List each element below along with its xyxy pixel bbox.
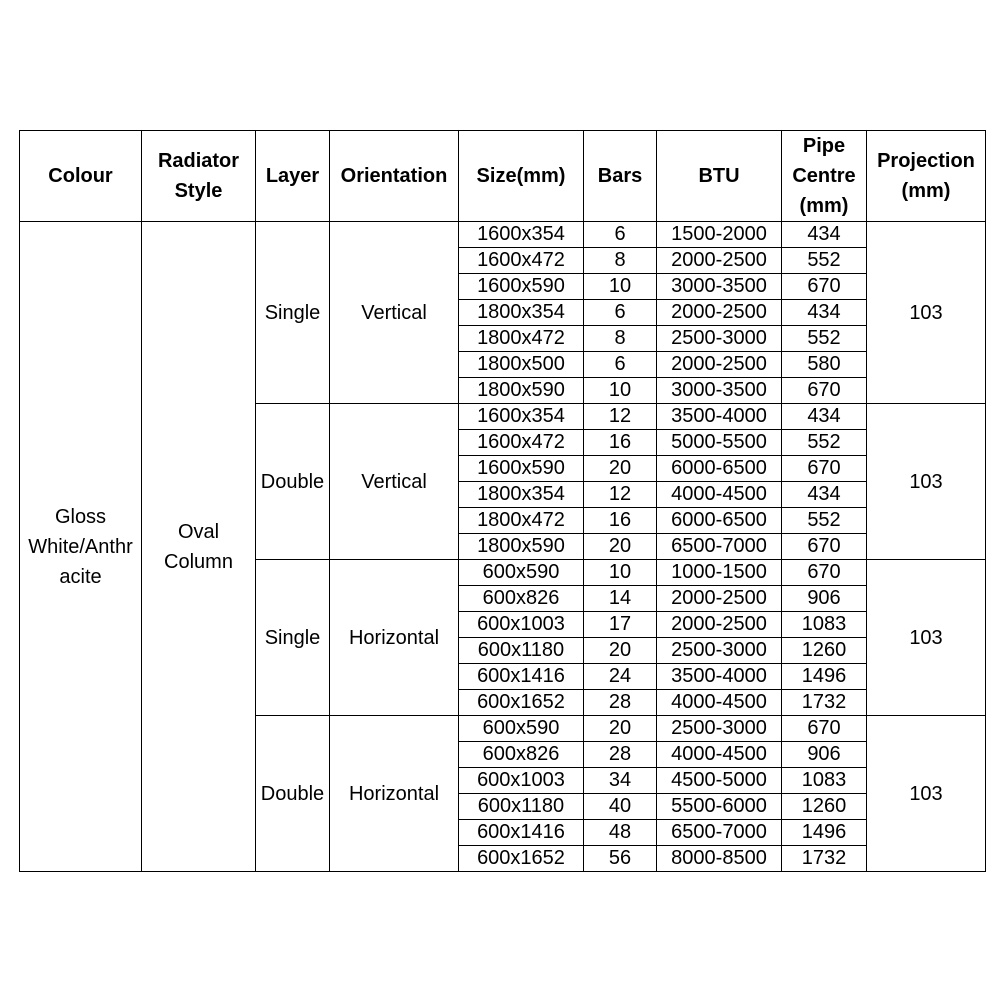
btu-cell: 2500-3000 [657,638,782,664]
btu-cell: 5000-5500 [657,430,782,456]
table-body [20,222,986,872]
header-pipe-line: Centre [792,165,856,187]
size-cell: 1800x354 [459,300,584,326]
btu-cell: 1500-2000 [657,222,782,248]
btu-cell: 3000-3500 [657,274,782,300]
bars-cell: 8 [584,248,657,274]
pipe-centre-cell: 1496 [782,820,867,846]
bars-cell: 20 [584,716,657,742]
size-cell: 1600x354 [459,222,584,248]
pipe-centre-cell: 580 [782,352,867,378]
layer-cell: Double [256,404,330,560]
colour-line: White/Anthr [28,535,133,558]
size-cell: 600x1180 [459,638,584,664]
bars-cell: 10 [584,378,657,404]
bars-cell: 6 [584,352,657,378]
bars-cell: 14 [584,586,657,612]
table-row [20,222,986,248]
header-projection-line: Projection [877,150,975,172]
size-cell: 600x826 [459,586,584,612]
size-cell: 600x1416 [459,820,584,846]
size-cell: 1800x590 [459,534,584,560]
header-pipe-centre [782,131,867,222]
size-cell: 1800x500 [459,352,584,378]
colour-line: acite [59,565,102,588]
header-pipe-line: (mm) [799,195,849,217]
orientation-cell: Vertical [330,404,459,560]
size-cell: 1600x590 [459,274,584,300]
bars-cell: 6 [584,300,657,326]
pipe-centre-cell: 670 [782,274,867,300]
pipe-centre-cell: 906 [782,742,867,768]
style-line: Column [164,550,233,573]
pipe-centre-cell: 434 [782,300,867,326]
pipe-centre-cell: 1732 [782,690,867,716]
btu-cell: 4000-4500 [657,742,782,768]
pipe-centre-cell: 670 [782,560,867,586]
btu-cell: 1000-1500 [657,560,782,586]
btu-cell: 3500-4000 [657,404,782,430]
bars-cell: 17 [584,612,657,638]
bars-cell: 10 [584,560,657,586]
pipe-centre-cell: 1496 [782,664,867,690]
header-size: Size(mm) [459,131,584,222]
pipe-centre-cell: 1083 [782,612,867,638]
pipe-centre-cell: 552 [782,248,867,274]
header-projection [867,131,986,222]
pipe-centre-cell: 1260 [782,638,867,664]
size-cell: 600x826 [459,742,584,768]
bars-cell: 12 [584,482,657,508]
radiator-spec-table [19,130,986,872]
layer-cell: Single [256,560,330,716]
header-row [20,131,986,222]
orientation-cell: Horizontal [330,716,459,872]
bars-cell: 6 [584,222,657,248]
pipe-centre-cell: 434 [782,482,867,508]
btu-cell: 4000-4500 [657,482,782,508]
colour-line: Gloss [54,505,107,528]
size-cell: 600x1416 [459,664,584,690]
bars-cell: 8 [584,326,657,352]
bars-cell: 20 [584,456,657,482]
pipe-centre-cell: 670 [782,378,867,404]
header-projection-line: (mm) [901,180,951,202]
style-line: Oval [177,520,220,543]
bars-cell: 16 [584,430,657,456]
header-btu: BTU [657,131,782,222]
pipe-centre-cell: 1732 [782,846,867,872]
pipe-centre-cell: 670 [782,534,867,560]
bars-cell: 34 [584,768,657,794]
btu-cell: 6000-6500 [657,508,782,534]
pipe-centre-cell: 1083 [782,768,867,794]
size-cell: 1600x590 [459,456,584,482]
btu-cell: 3500-4000 [657,664,782,690]
size-cell: 600x590 [459,716,584,742]
btu-cell: 8000-8500 [657,846,782,872]
size-cell: 1800x472 [459,508,584,534]
btu-cell: 3000-3500 [657,378,782,404]
layer-cell: Single [256,222,330,404]
header-style-line: Style [174,180,223,202]
header-pipe-line: Pipe [802,135,846,157]
pipe-centre-cell: 670 [782,456,867,482]
layer-cell: Double [256,716,330,872]
bars-cell: 20 [584,638,657,664]
btu-cell: 2000-2500 [657,248,782,274]
pipe-centre-cell: 552 [782,430,867,456]
orientation-cell: Vertical [330,222,459,404]
projection-cell: 103 [867,404,986,560]
bars-cell: 24 [584,664,657,690]
bars-cell: 20 [584,534,657,560]
bars-cell: 56 [584,846,657,872]
btu-cell: 4000-4500 [657,690,782,716]
size-cell: 600x590 [459,560,584,586]
bars-cell: 12 [584,404,657,430]
header-bars: Bars [584,131,657,222]
projection-cell: 103 [867,560,986,716]
pipe-centre-cell: 434 [782,222,867,248]
btu-cell: 2000-2500 [657,352,782,378]
bars-cell: 16 [584,508,657,534]
size-cell: 600x1180 [459,794,584,820]
btu-cell: 6500-7000 [657,534,782,560]
bars-cell: 28 [584,742,657,768]
header-colour: Colour [20,131,142,222]
projection-cell: 103 [867,222,986,404]
size-cell: 600x1003 [459,612,584,638]
bars-cell: 10 [584,274,657,300]
size-cell: 1600x354 [459,404,584,430]
pipe-centre-cell: 670 [782,716,867,742]
header-style-line: Radiator [157,150,240,172]
size-cell: 1800x472 [459,326,584,352]
size-cell: 1800x354 [459,482,584,508]
pipe-centre-cell: 434 [782,404,867,430]
size-cell: 1600x472 [459,430,584,456]
header-radiator-style [142,131,256,222]
colour-cell [20,222,142,872]
btu-cell: 6000-6500 [657,456,782,482]
pipe-centre-cell: 1260 [782,794,867,820]
pipe-centre-cell: 552 [782,326,867,352]
bars-cell: 28 [584,690,657,716]
size-cell: 600x1003 [459,768,584,794]
bars-cell: 48 [584,820,657,846]
header-layer: Layer [256,131,330,222]
pipe-centre-cell: 906 [782,586,867,612]
bars-cell: 40 [584,794,657,820]
btu-cell: 2000-2500 [657,586,782,612]
size-cell: 600x1652 [459,846,584,872]
size-cell: 600x1652 [459,690,584,716]
size-cell: 1600x472 [459,248,584,274]
pipe-centre-cell: 552 [782,508,867,534]
header-orientation: Orientation [330,131,459,222]
btu-cell: 2000-2500 [657,612,782,638]
btu-cell: 2500-3000 [657,716,782,742]
btu-cell: 2000-2500 [657,300,782,326]
btu-cell: 4500-5000 [657,768,782,794]
btu-cell: 2500-3000 [657,326,782,352]
orientation-cell: Horizontal [330,560,459,716]
radiator-style-cell [142,222,256,872]
btu-cell: 5500-6000 [657,794,782,820]
size-cell: 1800x590 [459,378,584,404]
btu-cell: 6500-7000 [657,820,782,846]
projection-cell: 103 [867,716,986,872]
